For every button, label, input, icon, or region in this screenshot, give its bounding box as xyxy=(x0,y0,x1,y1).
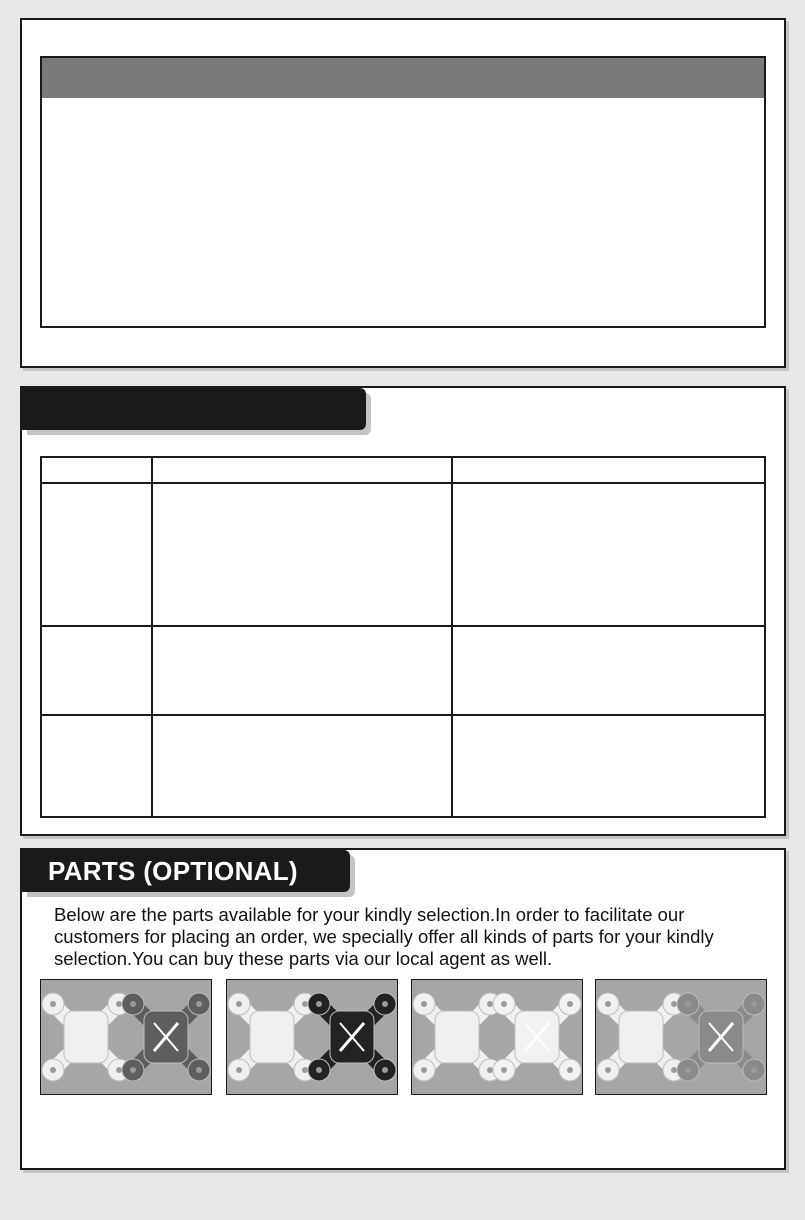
table-cell xyxy=(152,483,452,626)
notice-box xyxy=(40,56,766,328)
table-header-cell xyxy=(152,457,452,483)
part-image-3 xyxy=(411,979,583,1095)
quadcopter-shell-illustration xyxy=(41,980,211,1094)
part-image-1 xyxy=(40,979,212,1095)
table-row xyxy=(41,626,765,715)
table-row xyxy=(41,483,765,626)
table-cell xyxy=(452,626,765,715)
notice-header-bar xyxy=(42,58,764,98)
troubleshooting-table xyxy=(40,456,766,818)
table-header-cell xyxy=(452,457,765,483)
part-image-2 xyxy=(226,979,398,1095)
parts-intro-text: Below are the parts available for your kindly selection.In order to facilitate our customers for placing an order, we specially offer all kinds of parts for your kindly selection.You can buy these parts via our local agent as well. xyxy=(54,904,714,969)
table-cell xyxy=(452,715,765,817)
troubleshooting-panel xyxy=(20,386,786,836)
table-cell xyxy=(41,715,152,817)
table-header-row xyxy=(41,457,765,483)
table-cell xyxy=(41,626,152,715)
parts-panel xyxy=(20,848,786,1170)
troubleshooting-title-tab xyxy=(22,388,366,430)
quadcopter-shell-illustration xyxy=(412,980,582,1094)
table-cell xyxy=(452,483,765,626)
table-cell xyxy=(41,483,152,626)
table-row xyxy=(41,715,765,817)
parts-gallery xyxy=(40,979,768,1095)
table-cell xyxy=(152,626,452,715)
quadcopter-shell-illustration xyxy=(596,980,766,1094)
notice-panel xyxy=(20,18,786,368)
table-header-cell xyxy=(41,457,152,483)
table-cell xyxy=(152,715,452,817)
part-image-4 xyxy=(595,979,767,1095)
quadcopter-shell-illustration xyxy=(227,980,397,1094)
parts-title-tab: PARTS (OPTIONAL) xyxy=(22,850,350,892)
